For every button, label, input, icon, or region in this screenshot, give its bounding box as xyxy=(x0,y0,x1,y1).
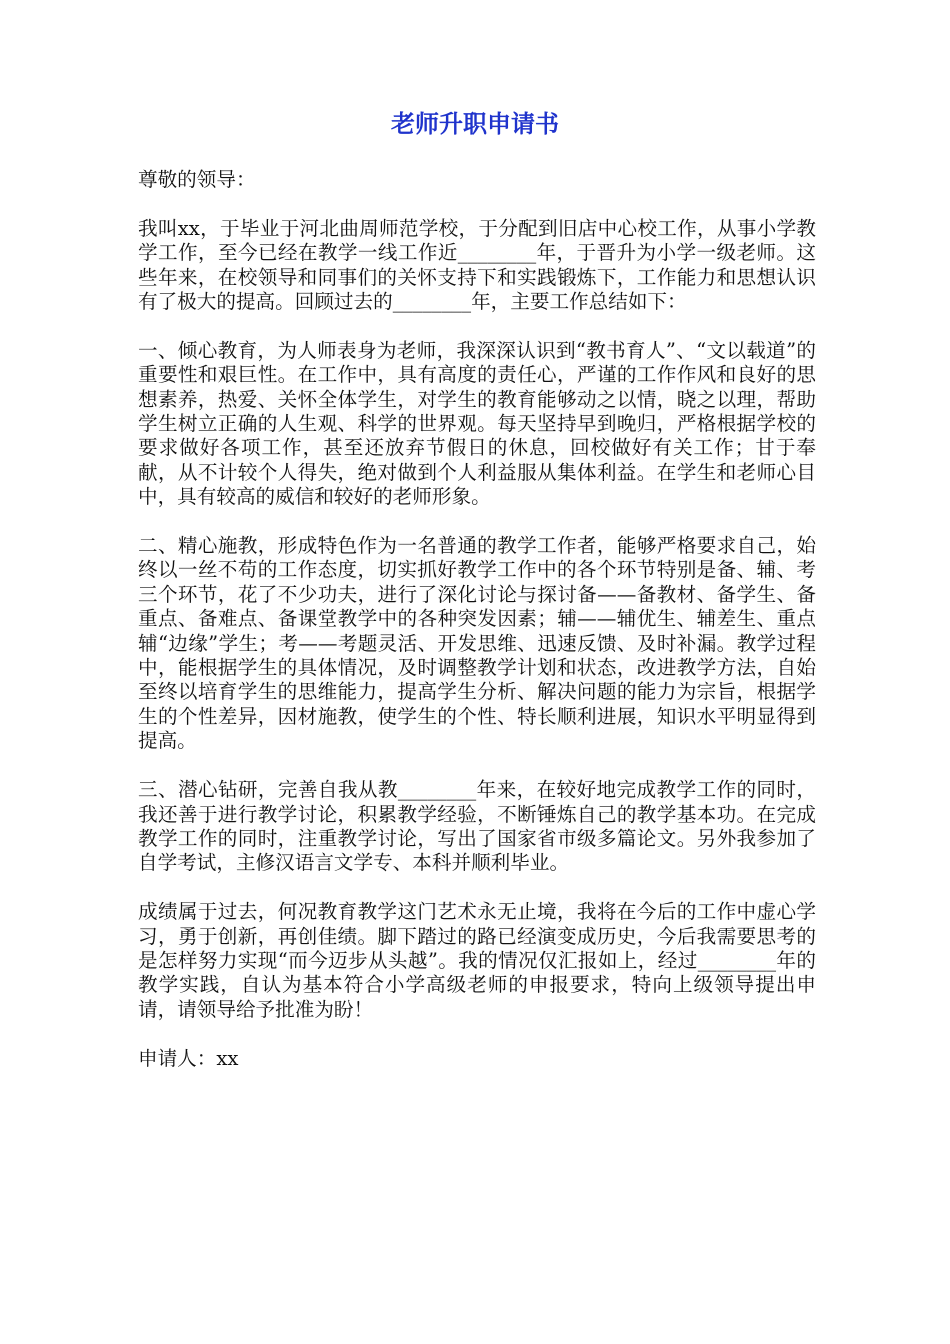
paragraph-section-2: 二、精心施教，形成特色作为一名普通的教学工作者，能够严格要求自己，始终以一丝不苟的工作态度，切实抓好教学工作中的各个环节特别是备、辅、考三个环节，花了不少功夫，进行了深化讨论与探讨备——备教材、备学生、备重点、备难点、备课堂教学中的各种突发因素；辅——辅优生、辅差生、重点辅“边缘”学生；考——考题灵活、开发思维、迅速反馈、及时补漏。教学过程中，能根据学生的具体情况，及时调整教学计划和状态，改进教学方法，自始至终以培育学生的思维能力，提高学生分析、解决问题的能力为宗旨，根据学生的个性差异，因材施教，使学生的个性、特长顺利进展，知识水平明显得到提高。 xyxy=(138,534,816,753)
document-body xyxy=(138,168,816,1071)
greeting: 尊敬的领导： xyxy=(138,168,256,191)
paragraph-section-1: 一、倾心教育，为人师表身为老师，我深深认识到“教书育人”、“文以载道”的重要性和艰巨性。在工作中，具有高度的责任心，严谨的工作作风和良好的思想素养，热爱、关怀全体学生，对学生的教育能够动之以情，晓之以理，帮助学生树立正确的人生观、科学的世界观。每天坚持早到晚归，严格根据学校的要求做好各项工作，甚至还放弃节假日的休息，回校做好有关工作；甘于奉献，从不计较个人得失，绝对做到个人利益服从集体利益。在学生和老师心目中，具有较高的威信和较好的老师形象。 xyxy=(138,338,816,509)
document-title: 老师升职申请书 xyxy=(391,110,559,138)
paragraph-intro: 我叫xx，于毕业于河北曲周师范学校，于分配到旧店中心校工作，从事小学教学工作，至今已经在教学一线工作近________年，于晋升为小学一级老师。这些年来，在校领导和同事们的关怀支持下和实践锻炼下，工作能力和思想认识有了极大的提高。回顾过去的________年，主要工作总结如下： xyxy=(138,216,816,314)
paragraph-section-3: 三、潜心钻研，完善自我从教________年来，在较好地完成教学工作的同时，我还善于进行教学讨论，积累教学经验，不断锤炼自己的教学基本功。在完成教学工作的同时，注重教学讨论，写出了国家省市级多篇论文。另外我参加了自学考试，主修汉语言文学专、本科并顺利毕业。 xyxy=(138,778,816,875)
signature: 申请人：xx xyxy=(138,1046,239,1070)
paragraph-conclusion: 成绩属于过去，何况教育教学这门艺术永无止境，我将在今后的工作中虚心学习，勇于创新，再创佳绩。脚下踏过的路已经演变成历史，今后我需要思考的是怎样努力实现“而今迈步从头越”。我的情况仅汇报如上，经过________年的教学实践，自认为基本符合小学高级老师的申报要求，特向上级领导提出申请，请领导给予批准为盼！ xyxy=(138,900,816,1021)
